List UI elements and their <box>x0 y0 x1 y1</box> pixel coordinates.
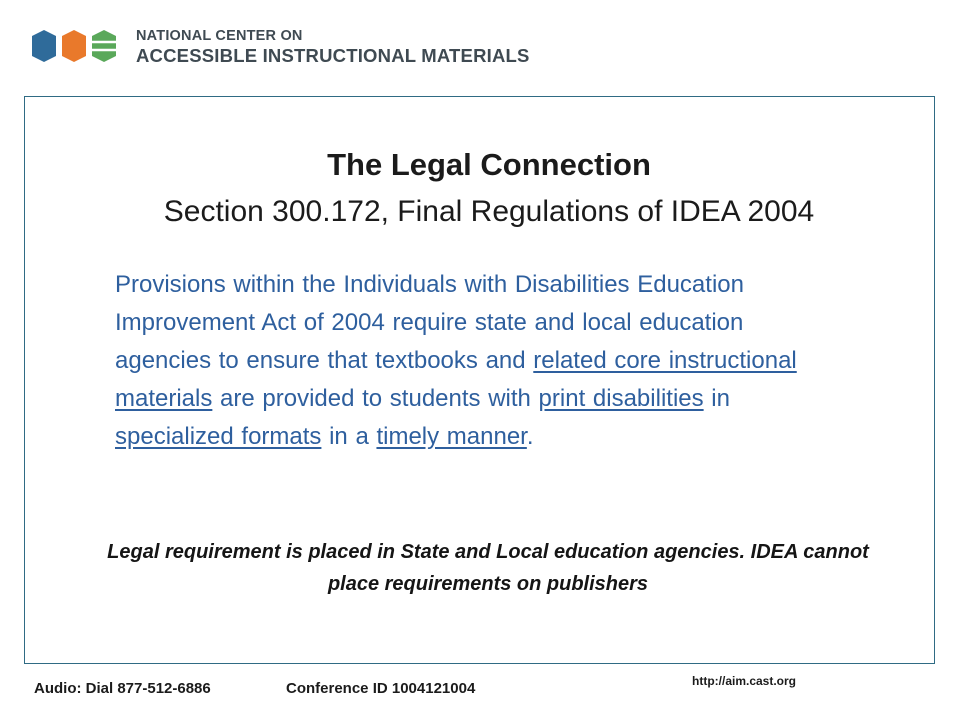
aim-logo <box>30 26 530 66</box>
body-text-part-5: . <box>526 423 534 450</box>
footer-url-link[interactable]: http://aim.cast.org <box>692 674 797 688</box>
legal-requirement-note: Legal requirement is placed in State and Local education agencies. IDEA cannot place requirements on publishers <box>107 541 869 595</box>
slide-body <box>115 266 825 456</box>
term-timely-manner: timely manner <box>376 423 527 450</box>
body-text-part-4: in a <box>321 423 377 450</box>
body-text-part-2: are provided to students with <box>212 385 539 412</box>
slide-subtitle: Section 300.172, Final Regulations of IDEA 2004 <box>163 195 815 228</box>
logo-line-1: NATIONAL CENTER ON <box>136 27 303 44</box>
logo-line-2: ACCESSIBLE INSTRUCTIONAL MATERIALS <box>136 44 530 66</box>
aim-hexagons-icon <box>30 26 126 66</box>
logo-wordmark <box>136 27 530 66</box>
slide-title: The Legal Connection <box>327 147 651 182</box>
term-print-disabilities: print disabilities <box>538 385 704 412</box>
term-specialized-formats: specialized formats <box>115 423 322 450</box>
body-text-part-3: in <box>703 385 730 412</box>
footer-audio-dial: Audio: Dial 877-512-6886 <box>34 680 211 697</box>
footer-conference-id: Conference ID 1004121004 <box>286 680 476 697</box>
term-related-core-materials: related core instructional materials <box>115 347 797 412</box>
body-text-part-1: Provisions within the Individuals with Disabilities Education Improvement Act of 2004 require state and local education agencies to ensure that textbooks and <box>115 271 744 374</box>
